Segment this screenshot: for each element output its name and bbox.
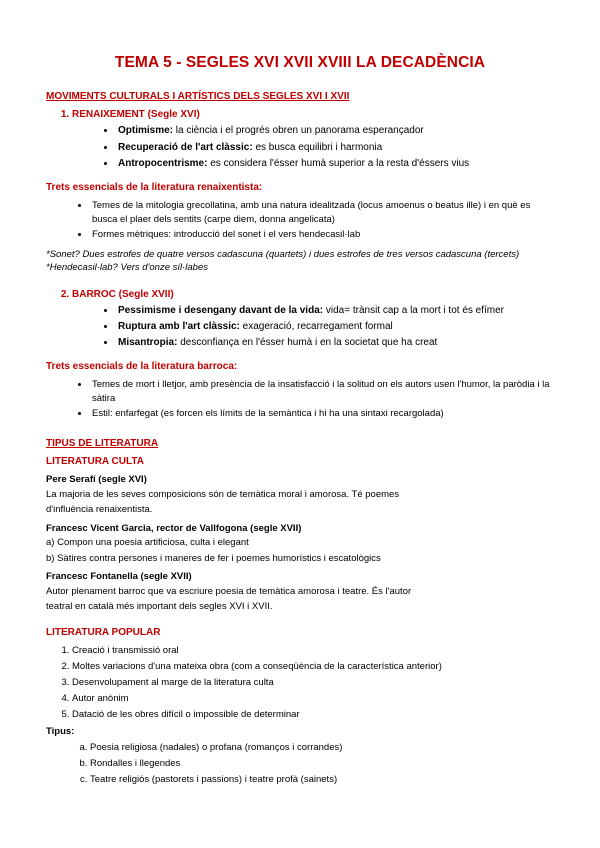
list-item-barroc (72, 288, 554, 351)
moviments-list (46, 108, 554, 171)
list-item (116, 336, 554, 350)
bullet-term: Pessimisme i desengany davant de la vida: (118, 304, 324, 316)
list-item: a. Poesia religiosa (nadales) o profana (romanços i corrandes) (90, 741, 554, 754)
section-heading-tipus-literatura: TIPUS DE LITERATURA (46, 437, 159, 449)
note-sonet-hendecasillab: *Sonet? Dues estrofes de quatre versos cadascuna (quartets) i dues estrofes de tres versos cadascuna (tercets) *Hendecasil·lab? Vers d'onze síl·labes (46, 248, 520, 274)
bullet-text: la ciència i el progrés obren un panorama esperançador (173, 125, 424, 137)
list-item (116, 124, 554, 138)
author-text-line: d'influència renaixentista. (46, 504, 153, 516)
list-item (116, 141, 554, 155)
list-item: • Estil: enfarfegat (es forcen els límits de la semàntica i hi ha una sintaxi recargolada) (90, 407, 554, 420)
moviments-list-barroc (46, 288, 554, 351)
list-item (116, 304, 554, 318)
bullet-term: Recuperació de l'art clàssic: (118, 141, 253, 153)
list-item: • Temes de la mitologia grecollatina, amb una natura idealitzada (locus amoenus o beatus ille) i en què es busca el plaer dels sentits (carpe diem, donna angelicata) (90, 199, 554, 226)
movement-name-renaixement: RENAIXEMENT (72, 109, 145, 121)
renaixement-traits-list (46, 199, 554, 241)
author-text-line: b) Sàtires contra persones i maneres de fer i poemes humorístics i escatològics (46, 552, 381, 564)
movement-period-barroc: (Segle XVII) (118, 288, 174, 300)
bullet-term: Antropocentrisme: (118, 157, 208, 169)
bullet-term: Ruptura amb l'art clàssic: (118, 320, 240, 332)
literatura-popular-list (46, 644, 554, 721)
list-item: • Formes mètriques: introducció del sonet i el vers hendecasil·lab (90, 228, 554, 241)
list-item: • Temes de mort i lletjor, amb presència de la insatisfacció i la solitud on els autors usen l'humor, la paròdia i la sàtira (90, 378, 554, 405)
barroc-bullets (72, 304, 554, 351)
author-text-line: Autor plenament barroc que va escriure poesia de temàtica amorosa i teatre. És l'autor (46, 585, 412, 597)
author-name-francesc-vicent-garcia: Francesc Vicent Garcia, rector de Vallfogona (segle XVII) (46, 522, 302, 534)
movement-period-renaixement: (Segle XVI) (147, 109, 200, 121)
renaixement-bullets (72, 124, 554, 171)
bullet-text: exageració, recarregament formal (239, 320, 393, 332)
subheading-trets-barroca: Trets essencials de la literatura barroca: (46, 361, 238, 373)
list-item-renaixement (72, 108, 554, 171)
bullet-term: Misantropia: (118, 337, 178, 349)
bullet-term: Optimisme: (118, 125, 174, 137)
author-name-pere-serafi: Pere Serafí (segle XVI) (46, 474, 147, 486)
author-name-francesc-fontanella: Francesc Fontanella (segle XVII) (46, 571, 192, 583)
author-text-line: teatral en català més important dels segles XVI i XVII. (46, 601, 273, 613)
bullet-text: es busca equilibri i harmonia (252, 141, 383, 153)
list-item: 1. Creació i transmissió oral (72, 644, 554, 657)
list-item: c. Teatre religiós (pastorets i passions) i teatre profà (sainets) (90, 773, 554, 786)
barroc-traits-list (46, 378, 554, 420)
author-text-line: La majoria de les seves composicions són de temàtica moral i amorosa. Té poemes (46, 488, 400, 500)
author-text-line: a) Compon una poesia artificiosa, culta i elegant (46, 537, 249, 549)
list-item (116, 320, 554, 334)
bullet-text: vida= trànsit cap a la mort i tot és efímer (323, 304, 505, 316)
page-title: TEMA 5 - SEGLES XVI XVII XVIII LA DECADÈNCIA (114, 54, 486, 71)
subheading-literatura-popular: LITERATURA POPULAR (46, 626, 161, 638)
bullet-text: desconfiança en l'ésser humà i en la societat que ha creat (177, 337, 438, 349)
bullet-text: es considera l'ésser humà superior a la resta d'éssers vius (207, 157, 470, 169)
list-item: 3. Desenvolupament al marge de la literatura culta (72, 676, 554, 689)
subheading-trets-renaixentista: Trets essencials de la literatura renaixentista: (46, 181, 263, 193)
subheading-literatura-culta: LITERATURA CULTA (46, 456, 144, 468)
list-item: b. Rondalles i llegendes (90, 757, 554, 770)
list-item (116, 157, 554, 171)
list-item: 4. Autor anònim (72, 692, 554, 705)
tipus-list (46, 741, 554, 786)
label-tipus: Tipus: (46, 726, 75, 738)
list-item: 2. Moltes variacions d'una mateixa obra (com a conseqüència de la característica anterior) (72, 660, 554, 673)
list-item: 5. Datació de les obres difícil o impossible de determinar (72, 708, 554, 721)
section-heading-moviments: MOVIMENTS CULTURALS I ARTÍSTICS DELS SEGLES XVI I XVII (46, 91, 350, 102)
movement-name-barroc: BARROC (72, 288, 116, 300)
